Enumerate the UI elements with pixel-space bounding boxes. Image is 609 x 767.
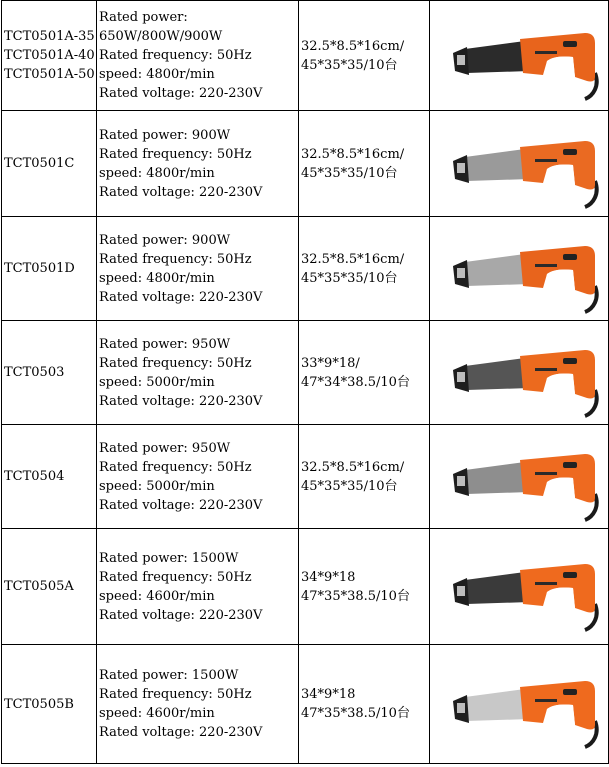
- concrete-vibrator-image: [435, 432, 605, 522]
- size-line: 32.5*8.5*16cm/: [301, 251, 405, 267]
- image-cell: [430, 1, 609, 111]
- size-cell: [299, 1, 430, 111]
- spec-line: speed: 4600r/min: [99, 706, 215, 721]
- size-cell: [299, 111, 430, 217]
- model-cell: [2, 217, 97, 321]
- image-cell: [430, 645, 609, 764]
- spec-line: Rated power: 1500W: [99, 550, 239, 566]
- spec-line: Rated power: 1500W: [99, 668, 239, 683]
- spec-line: Rated frequency: 50Hz: [99, 687, 252, 702]
- model-cell: [2, 425, 97, 529]
- model-number: TCT0503: [4, 365, 65, 380]
- spec-line: speed: 5000r/min: [99, 374, 215, 390]
- size-line: 32.5*8.5*16cm/: [301, 459, 405, 475]
- spec-line: speed: 4600r/min: [99, 588, 215, 604]
- spec-line: Rated frequency: 50Hz: [99, 146, 252, 162]
- image-cell: [430, 321, 609, 425]
- spec-table-body: [2, 1, 609, 764]
- model-cell: [2, 111, 97, 217]
- spec-line: Rated frequency: 50Hz: [99, 459, 252, 475]
- size-cell: [299, 217, 430, 321]
- product-row: [2, 111, 609, 217]
- model-number: TCT0501D: [4, 261, 75, 276]
- model-number: TCT0505B: [4, 696, 74, 712]
- product-row: [2, 425, 609, 529]
- size-line: 34*9*18: [301, 569, 356, 585]
- product-row: [2, 645, 609, 764]
- model-cell: [2, 1, 97, 111]
- size-line: 45*35*35/10台: [301, 478, 398, 494]
- spec-line: Rated voltage: 220-230V: [99, 289, 263, 305]
- specs-cell: [97, 321, 299, 425]
- model-number: TCT0505A: [4, 579, 74, 594]
- product-row: [2, 1, 609, 111]
- size-cell: [299, 529, 430, 645]
- spec-line: Rated voltage: 220-230V: [99, 607, 263, 623]
- specs-cell: [97, 425, 299, 529]
- size-line: 45*35*35/10台: [301, 57, 398, 73]
- concrete-vibrator-image: [435, 224, 605, 314]
- concrete-vibrator-image: [435, 11, 605, 101]
- model-cell: [2, 321, 97, 425]
- spec-line: speed: 5000r/min: [99, 478, 215, 494]
- spec-line: Rated frequency: 50Hz: [99, 569, 252, 585]
- spec-line: speed: 4800r/min: [99, 270, 215, 286]
- size-cell: [299, 425, 430, 529]
- model-number: TCT0501A-50: [4, 67, 95, 82]
- specs-cell: [97, 529, 299, 645]
- image-cell: [430, 111, 609, 217]
- specs-cell: [97, 645, 299, 764]
- spec-line: speed: 4800r/min: [99, 67, 215, 82]
- model-number: TCT0501C: [4, 156, 75, 171]
- specs-cell: [97, 111, 299, 217]
- specs-cell: [97, 217, 299, 321]
- spec-line: Rated power: 900W: [99, 232, 231, 248]
- size-line: 45*35*35/10台: [301, 165, 398, 181]
- spec-line: Rated voltage: 220-230V: [99, 725, 263, 740]
- size-line: 33*9*18/: [301, 355, 360, 371]
- product-row: [2, 529, 609, 645]
- size-line: 34*9*18: [301, 687, 356, 702]
- spec-line: speed: 4800r/min: [99, 165, 215, 181]
- size-cell: [299, 645, 430, 764]
- model-number: TCT0501A-35: [4, 29, 95, 44]
- concrete-vibrator-image: [435, 659, 605, 749]
- size-line: 47*34*38.5/10台: [301, 374, 410, 390]
- image-cell: [430, 425, 609, 529]
- model-cell: [2, 529, 97, 645]
- model-number: TCT0504: [4, 469, 65, 484]
- size-line: 47*35*38.5/10台: [301, 588, 410, 604]
- size-line: 45*35*35/10台: [301, 270, 398, 286]
- concrete-vibrator-image: [435, 542, 605, 632]
- concrete-vibrator-image: [435, 328, 605, 418]
- image-cell: [430, 529, 609, 645]
- spec-line: Rated power: 950W: [99, 336, 231, 352]
- size-line: 47*35*38.5/10台: [301, 706, 410, 721]
- size-line: 32.5*8.5*16cm/: [301, 146, 405, 162]
- spec-line: Rated voltage: 220-230V: [99, 393, 263, 409]
- size-cell: [299, 321, 430, 425]
- product-spec-table: [1, 0, 609, 764]
- size-line: 32.5*8.5*16cm/: [301, 38, 405, 54]
- spec-line: Rated frequency: 50Hz: [99, 48, 252, 63]
- spec-line: Rated power: 900W: [99, 127, 231, 143]
- concrete-vibrator-image: [435, 119, 605, 209]
- spec-line: Rated frequency: 50Hz: [99, 355, 252, 371]
- spec-line: 650W/800W/900W: [99, 29, 223, 44]
- spec-line: Rated power:: [99, 10, 188, 25]
- model-number: TCT0501A-40: [4, 48, 95, 63]
- image-cell: [430, 217, 609, 321]
- spec-line: Rated voltage: 220-230V: [99, 86, 263, 101]
- specs-cell: [97, 1, 299, 111]
- product-row: [2, 321, 609, 425]
- spec-line: Rated power: 950W: [99, 440, 231, 456]
- model-cell: [2, 645, 97, 764]
- spec-line: Rated voltage: 220-230V: [99, 497, 263, 513]
- product-row: [2, 217, 609, 321]
- spec-line: Rated voltage: 220-230V: [99, 184, 263, 200]
- spec-line: Rated frequency: 50Hz: [99, 251, 252, 267]
